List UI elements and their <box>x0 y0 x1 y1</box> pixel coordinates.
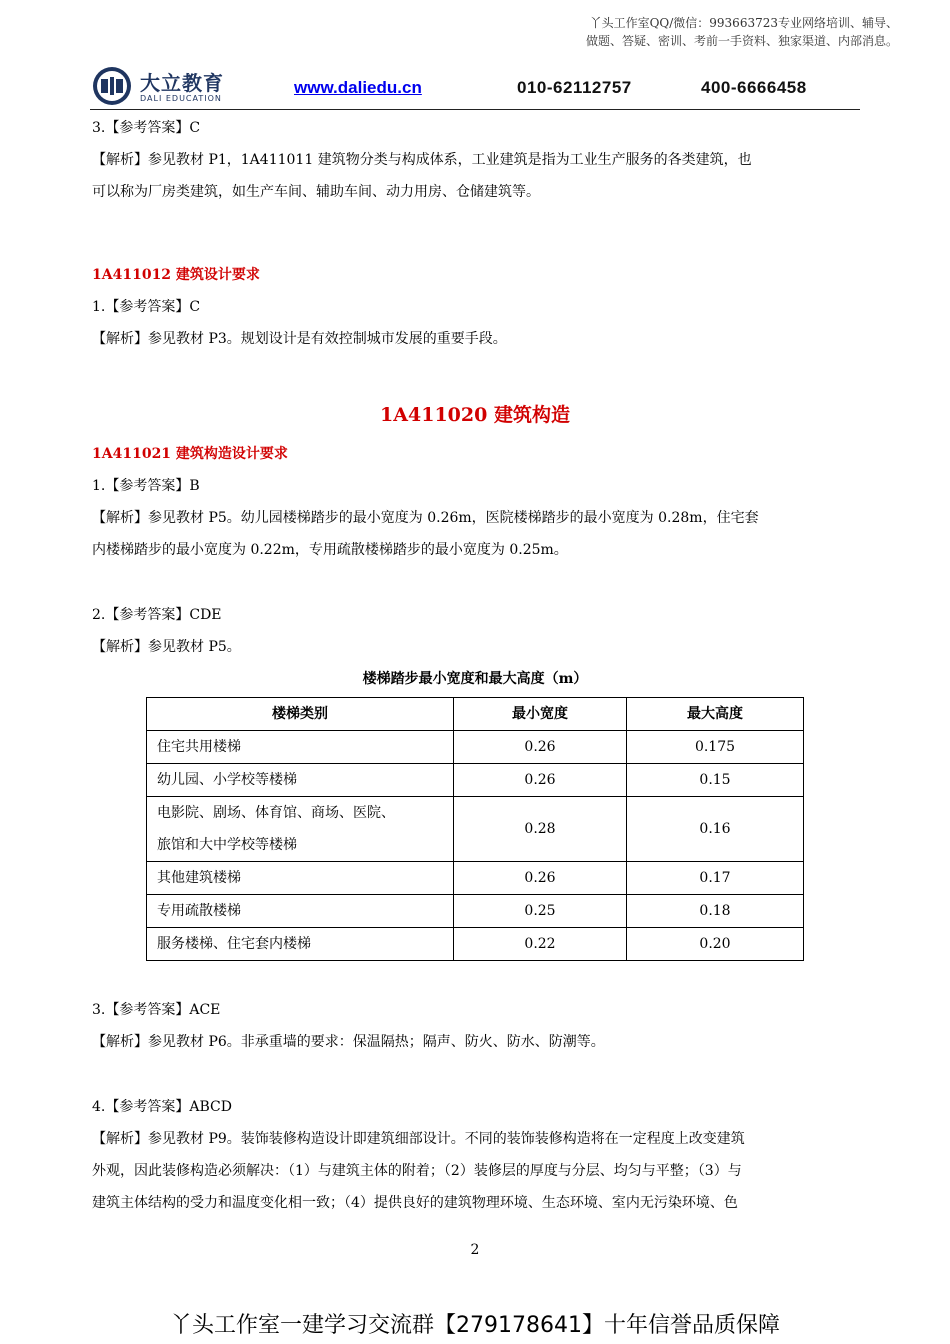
analysis-line: 外观，因此装修构造必须解决：（1）与建筑主体的附着；（2）装修层的厚度与分层、均匀与平整；（3）与 <box>92 1163 742 1179</box>
chapter-heading: 1A411020 建筑构造 <box>380 404 570 426</box>
max-height-cell: 0.175 <box>627 731 804 764</box>
max-height-cell: 0.18 <box>627 895 804 928</box>
table-row <box>147 862 804 895</box>
header-note <box>478 14 898 50</box>
answer-line: 3.【参考答案】C <box>92 120 201 136</box>
answer-line: 3.【参考答案】ACE <box>92 1002 221 1018</box>
section-heading-1a411012: 1A411012 建筑设计要求 <box>92 267 260 283</box>
section-heading-1a411021: 1A411021 建筑构造设计要求 <box>92 446 288 462</box>
min-width-cell: 0.25 <box>454 895 627 928</box>
analysis-line: 【解析】参见教材 P5。幼儿园楼梯踏步的最小宽度为 0.26m，医院楼梯踏步的最小宽度为 0.28m，住宅套 <box>92 510 759 526</box>
phone-number-2: 400-6666458 <box>701 78 807 97</box>
table-row <box>147 764 804 797</box>
stair-type-cell: 专用疏散楼梯 <box>147 895 454 928</box>
table-row <box>147 928 804 961</box>
analysis-line: 建筑主体结构的受力和温度变化相一致；（4）提供良好的建筑物理环境、生态环境、室内无污染环境、色 <box>92 1195 738 1211</box>
header-note-line1: 丫头工作室QQ/微信：993663723专业网络培训、辅导、 <box>589 16 898 30</box>
header-note-line2: 做题、答疑、密训、考前一手资料、独家渠道、内部消息。 <box>585 34 898 48</box>
min-width-cell: 0.22 <box>454 928 627 961</box>
table-row <box>147 797 804 862</box>
answer-block-1 <box>92 112 860 208</box>
brand-logo-icon <box>92 66 132 106</box>
table-header-row <box>147 698 804 731</box>
answer-line: 1.【参考答案】C <box>92 299 201 315</box>
column-header: 最大高度 <box>627 698 804 731</box>
stair-type-line: 旅馆和大中学校等楼梯 <box>157 837 297 853</box>
max-height-cell: 0.16 <box>627 797 804 862</box>
stair-type-cell: 服务楼梯、住宅套内楼梯 <box>147 928 454 961</box>
header-divider <box>90 109 860 110</box>
footer-banner: 丫头工作室一建学习交流群【279178641】十年信誉品质保障 <box>170 1313 780 1338</box>
answer-block-2 <box>92 291 860 355</box>
table-row <box>147 895 804 928</box>
answer-line: 4.【参考答案】ABCD <box>92 1099 232 1115</box>
answer-block-4 <box>92 599 860 663</box>
answer-block-3 <box>92 470 860 566</box>
max-height-cell: 0.17 <box>627 862 804 895</box>
page-number: 2 <box>470 1242 480 1258</box>
table-row <box>147 731 804 764</box>
analysis-line: 【解析】参见教材 P9。装饰装修构造设计即建筑细部设计。不同的装饰装修构造将在一定程度上改变建筑 <box>92 1131 745 1147</box>
stair-type-cell: 其他建筑楼梯 <box>147 862 454 895</box>
website-link[interactable]: www.daliedu.cn <box>294 78 422 97</box>
phone-number-1: 010-62112757 <box>517 78 632 97</box>
analysis-line: 【解析】参见教材 P6。非承重墙的要求：保温隔热；隔声、防火、防水、防潮等。 <box>92 1034 605 1050</box>
stair-type-cell: 住宅共用楼梯 <box>147 731 454 764</box>
stair-type-line: 电影院、剧场、体育馆、商场、医院、 <box>157 805 395 821</box>
brand-logo <box>92 66 232 108</box>
analysis-line: 【解析】参见教材 P5。 <box>92 639 241 655</box>
brand-name-en: DALI EDUCATION <box>140 94 222 103</box>
answer-block-6 <box>92 1091 860 1219</box>
analysis-line: 【解析】参见教材 P1，1A411011 建筑物分类与构成体系，工业建筑是指为工业生产服务的各类建筑，也 <box>92 152 752 168</box>
analysis-line: 【解析】参见教材 P3。规划设计是有效控制城市发展的重要手段。 <box>92 331 507 347</box>
answer-block-5 <box>92 994 860 1058</box>
min-width-cell: 0.28 <box>454 797 627 862</box>
min-width-cell: 0.26 <box>454 764 627 797</box>
table-caption: 楼梯踏步最小宽度和最大高度（m） <box>362 671 588 687</box>
column-header: 最小宽度 <box>454 698 627 731</box>
max-height-cell: 0.20 <box>627 928 804 961</box>
analysis-line: 内楼梯踏步的最小宽度为 0.22m，专用疏散楼梯踏步的最小宽度为 0.25m。 <box>92 542 568 558</box>
stair-type-cell: 幼儿园、小学校等楼梯 <box>147 764 454 797</box>
min-width-cell: 0.26 <box>454 862 627 895</box>
stair-step-table <box>146 697 804 961</box>
max-height-cell: 0.15 <box>627 764 804 797</box>
analysis-line: 可以称为厂房类建筑，如生产车间、辅助车间、动力用房、仓储建筑等。 <box>92 184 540 200</box>
brand-name: 大立教育 <box>140 71 224 95</box>
answer-line: 2.【参考答案】CDE <box>92 607 222 623</box>
column-header: 楼梯类别 <box>147 698 454 731</box>
answer-line: 1.【参考答案】B <box>92 478 200 494</box>
stair-type-cell <box>147 797 454 862</box>
min-width-cell: 0.26 <box>454 731 627 764</box>
